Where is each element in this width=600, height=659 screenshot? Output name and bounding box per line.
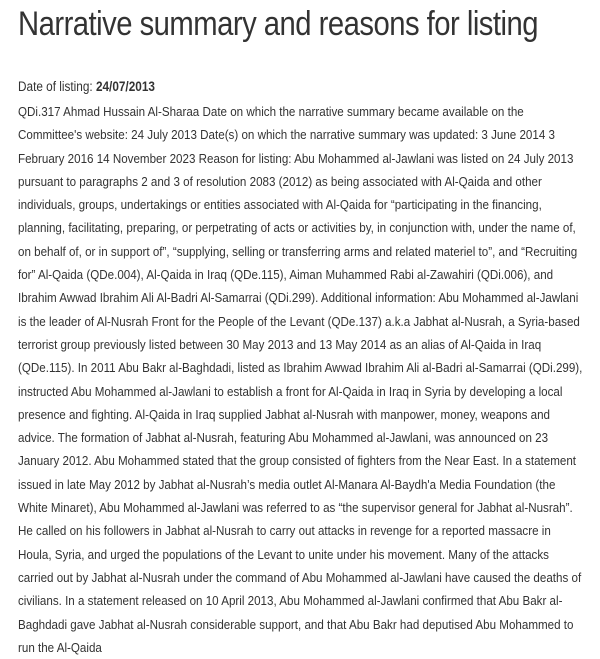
date-label: Date of listing: [18,79,96,94]
narrative-text: QDi.317 Ahmad Hussain Al-Sharaa Date on which the narrative summary became available on the Committee's website: 24 July 2013 Date(s) on which the narrative summary was updated: 3 June 2014 3 February 2016 14 November 2023 Reason for listing: Abu Mohammed al-Jawlani was listed on 24 July 2013 pursuant to paragraphs 2 and 3 of resolution 2083 (2012) as being associated with Al-Qaida and other individuals, groups, undertakings or entities associated with Al-Qaida for “participating in the financing, planning, facilitating, preparing, or perpetrating of acts or activities by, in conjunction with, under the name of, on behalf of, or in support of”, “supplying, selling or transferring arms and related materiel to”, and “Recruiting for” Al-Qaida (QDe.004), Al-Qaida in Iraq (QDe.115), Aiman Muhammed Rabi al-Zawahiri (QDi.006), and Ibrahim Awwad Ibrahim Ali Al-Badri Al-Samarrai (QDi.299). Additional information: Abu Mohammed al-Jawlani is the leader of Al-Nusrah Front for the People of the Levant (QDe.137) a.k.a Jabhat al-Nusrah, a Syria-based terrorist group previously listed between 30 May 2013 and 13 May 2014 as an alias of Al-Qaida in Iraq (QDe.115). In 2011 Abu Bakr al-Baghdadi, listed as Ibrahim Awwad Ibrahim Ali al-Badri al-Samarrai (QDi.299), instructed Abu Mohammed al-Jawlani to establish a front for Al-Qaida in Iraq in Syria by developing a local presence and fighting. Al-Qaida in Iraq supplied Jabhat al-Nusrah with manpower, money, weapons and advice. The formation of Jabhat al-Nusrah, featuring Abu Mohammed al-Jawlani, was announced on 23 January 2012. Abu Mohammed stated that the group consisted of fighters from the Near East. In a statement issued in late May 2012 by Jabhat al-Nusrah’s media outlet Al-Manara Al-Baydh'a Media Foundation (the White Minaret), Abu Mohammed al-Jawlani was referred to as “the supervisor general for Jabhat al-Nusrah”. He called on his followers in Jabhat al-Nusrah to carry out attacks in revenge for a reported massacre in Houla, Syria, and urged the populations of the Levant to unite under his movement. Many of the attacks carried out by Jabhat al-Nusrah under the command of Abu Mohammed al-Jawlani have caused the deaths of civilians. In a statement released on 10 April 2013, Abu Mohammed al-Jawlani confirmed that Abu Bakr al-Baghdadi gave Jabhat al-Nusrah considerable support, and that Abu Bakr had deputised Abu Mohammed to run the Al-Qaida [18,104,583,655]
page-title: Narrative summary and reasons for listing [18,5,538,43]
listing-date [18,78,520,96]
date-value: 24/07/2013 [95,79,155,94]
